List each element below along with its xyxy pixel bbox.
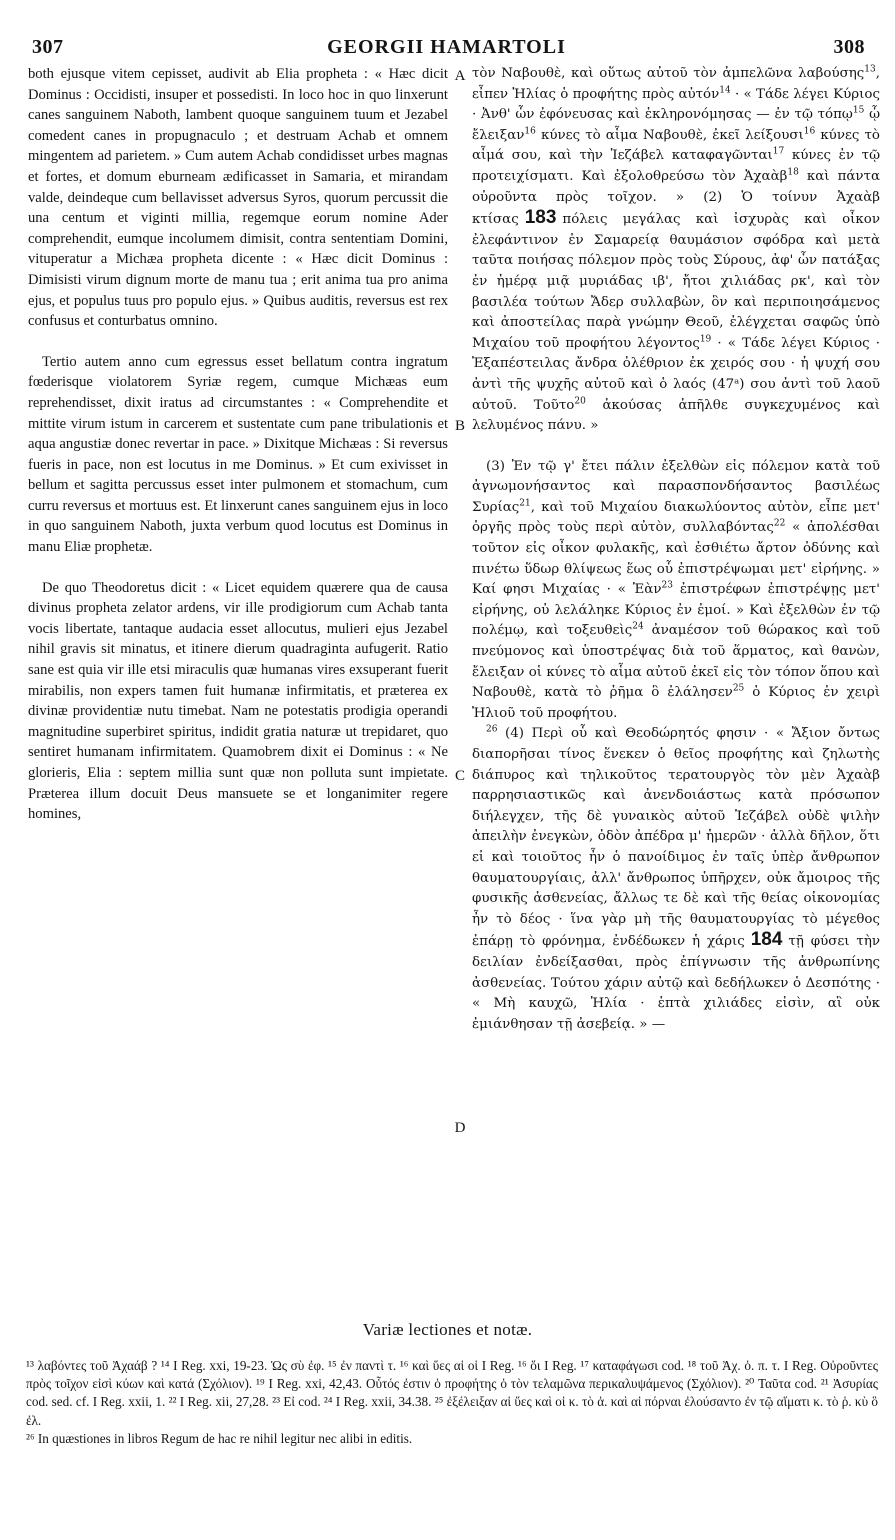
note-ref: 16 — [803, 126, 816, 137]
footnote-line: ²⁶ In quæstiones in libros Regum de hac re nihil legitur nec alibi in editis. — [26, 1430, 413, 1446]
greek-text: κύνες τὸ αἷμά σου, καὶ τὴν Ἰεζάβελ καταφαγῶνται — [472, 127, 880, 164]
greek-text: · « Τάδε λέγει Κύριος · Ἐξαπέστειλας ἄνδρα ὀλέθριον ἐκ χειρός σου · ἡ ψυχή σου ἀντὶ τῆς ψυχῆς αὐτοῦ καὶ ὁ λαός (47ᵃ) σου ἀντὶ τοῦ λαοῦ αὐτοῦ. Τοῦτο — [472, 335, 880, 413]
greek-text: ἐπιστρέφων ἐπιστρέψῃς μετ' εἰρήνης, οὐ λελάληκε Κύριος ἐν ἐμοί. » Καὶ ἐξελθὼν ἐν τῷ πολέμῳ, καὶ τοξευθεὶς — [472, 582, 880, 639]
greek-text: , εἶπεν Ἠλίας ὁ προφήτης πρὸς αὐτόν — [472, 66, 880, 102]
greek-paragraph-1 — [472, 64, 880, 437]
note-ref: 25 — [732, 683, 745, 694]
footnote-line: ¹³ λαβόντες τοῦ Ἀχαάβ ? ¹⁴ I Reg. xxi, 19-23. Ὡς σὺ ἐφ. ¹⁵ ἐν παντὶ τ. ¹⁶ καὶ ὕες αἱ οἱ I Reg. ¹⁶ ὅι I Reg. ¹⁷ καταφάγωσι cod. ¹⁸ τοῦ Ἀχ. ὁ. π. τ. I Reg. Οὐροῦντες πρὸς τοῖχον εἰσὶ κύων καὶ κατά (Σχόλιον). ¹⁹ I Reg. xxi, 42,43. Οὗτός ἐστιν ὁ προφήτης ὁ τὸν τελαμῶνα περικαλυψάμενος (Σχόλιον). ²⁰ Ταῦτα cod. ²¹ Ἀσυρίας cod. sed. cf. I Reg. xxii, 1. ²² I Reg. xii, 27,28. ²³ Εἰ cod. ²⁴ I Reg. xxii, 34.38. ²⁵ ἐξέλειξαν αἱ ὕες καὶ οἱ κ. τὸ ἁ. καὶ αἱ πόρναι ἐλούσαντο ἐν τῷ αἵματι κ. τὸ ῥ. κὺ ὃ ἐλ. — [26, 1358, 878, 1428]
latin-paragraph-3: De quo Theodoretus dicit : « Licet equidem quærere qua de causa divinus propheta zelator ardens, vir ille prodigiorum cum Achab tanta vocis libertate, tantaque audacia esset allocutus, mulieri ejus Jezabel nihil gravis sit minatus, et itinere dierum quadraginta aufugerit. Ratio sane est quia vir ille etsi miraculis quæ humanas vires exsuperant fuerit mirabilis, non expers tamen fuit humanæ infirmitatis, et præterea ex divinæ providentiæ nutu timebat. Nam ne potestatis prodigia operandi magnitudine superbiret spiritus, indidit gratia naturæ ut trepidaret, quo sentiret humanam infirmitatem. Quamobrem dixit ei Dominus : « Ne glorieris, Elia : septem millia sunt quæ non polluta sunt impietate. Præterea illum docuit Deus mansuete se et longanimiter regere homines, — [28, 579, 448, 823]
greek-column — [472, 64, 880, 1035]
note-ref: 21 — [519, 498, 531, 509]
note-ref: 19 — [699, 334, 712, 345]
greek-text: ἀκούσας ἀπῆλθε συγκεχυμένος καὶ λελυμένος πάνυ. » — [472, 397, 880, 434]
marginal-page-number: 184 — [750, 929, 783, 951]
greek-text: « ἀπολέσθαι τοῦτον εἰς οἶκον φυλακῆς, καὶ ἐσθιέτω ἄρτον ὀδύνης καὶ πινέτω ὕδωρ θλίψεως ἕως οὗ ἐπιστρέψωμαι μετ' εἰρήνης. » Καί φησι Μιχαίας · « Ἐὰν — [472, 520, 880, 598]
margin-letter-c: C — [454, 768, 465, 784]
margin-letter-a: A — [454, 68, 466, 84]
greek-text: τὸν Ναβουθὲ, καὶ οὕτως αὐτοῦ τὸν ἀμπελῶνα λαβούσης — [472, 66, 865, 81]
greek-text: · « Τάδε λέγει Κύριος · Ἀνθ' ὧν ἐφόνευσας καὶ ἐκληρονόμησας — ἐν τῷ τόπῳ — [472, 86, 880, 123]
greek-text: τῇ φύσει τὴν δειλίαν ἐνδείξασθαι, πρὸς ἐπίγνωσιν τῆς ἀνθρωπίνης ἀσθενείας. Τούτου χάριν αὐτῷ καὶ δεδήλωκεν ὁ Δεσπότης · « Μὴ καυχῶ, Ἠλία · ἑπτὰ χιλιάδες εἰσὶν, αἳ οὐκ ἐμιάνθησαν τῇ ἀσεβείᾳ. » — — [472, 934, 880, 1032]
greek-text: ᾧ ἔλειξαν — [472, 107, 880, 143]
greek-text: , καὶ τοῦ Μιχαίου διακωλύοντος αὐτὸν, εἶπε μετ' ὀργῆς πρὸς τοὺς περὶ αὐτὸν, συλλαβόντας — [472, 499, 880, 536]
running-title: GEORGII HAMARTOLI — [327, 36, 566, 58]
greek-text: καὶ πάντα οὐροῦντα πρὸς τοῖχον. » (2) Ὁ τοίνυν Ἀχαὰβ κτίσας — [472, 168, 880, 228]
page-number-right: 308 — [833, 36, 865, 58]
note-ref: 23 — [661, 580, 673, 591]
note-ref: 16 — [524, 126, 536, 137]
note-ref: 22 — [773, 519, 786, 529]
running-head — [20, 36, 873, 62]
note-ref: 13 — [864, 64, 876, 75]
greek-text: κύνες τὸ αἷμα Ναβουθὲ, ἐκεῖ λείξουσι — [535, 127, 804, 143]
note-ref: 20 — [574, 396, 586, 407]
note-ref: 18 — [787, 167, 799, 178]
margin-letter-b: B — [454, 418, 465, 434]
notes-title: Variæ lectiones et notæ. — [362, 1320, 533, 1339]
marginal-page-number: 183 — [524, 207, 557, 229]
note-ref: 24 — [632, 621, 644, 632]
greek-text: κύνες ἐν τῷ προτειχίσματι. Καὶ ἐξολοθρεύσω τὸν Ἀχαὰβ — [472, 148, 881, 184]
margin-letter-d: D — [454, 1120, 466, 1136]
note-ref: 17 — [772, 146, 785, 157]
note-ref: 15 — [852, 105, 865, 116]
greek-text: ἀναμέσον τοῦ θώρακος καὶ τοῦ πνεύμονος καὶ ὑποστρέψας διὰ τοῦ ἅρματος, καὶ θανὼν, ἔλειξαν οἱ κύνες τὸ αἷμα αὐτοῦ ἐκεῖ εἰς τὸν τόπον ὅπου καὶ Ναβουθὲ, κατὰ τὸ ῥῆμα ὃ ἐλάλησεν — [472, 623, 880, 701]
note-ref: 14 — [719, 85, 731, 96]
greek-text: (4) Περὶ οὗ καὶ Θεοδώρητός φησιν · « Ἄξιον ὄντως διαπορῆσαι τίνος ἕνεκεν ὁ θεῖος προφήτης καὶ ζηλωτὴς διάπυρος καὶ τηλικοῦτος τερατουργὸς τὸν μὲν Ἀχαὰβ παρρησιαστικῶς καὶ ἀνενδοιάστως κατὰ πρόσωπον διήλεγχεν, τῆς δὲ γυναικὸς αὐτοῦ Ἰεζάβελ οὐδὲ ψιλὴν ἀπειλὴν ἐνεγκὼν, ὁδὸν ἀπέδρα μ' ἡμερῶν · ἀλλὰ δῆλον, ὅτι εἰ καὶ τοιοῦτος ἦν ὁ πανοίδιμος ἐν ταῖς ὑπὲρ ἄνθρωπον θαυματουργίαις, ἀλλ' ἄνθρωπος ὑπῆρχεν, οὐκ ἄμοιρος τῆς φυσικῆς ἀσθενείας, ἄλλως τε δὲ καὶ τῆς θείας οἰκονομίας ἦν τὸ δέος · ἵνα γὰρ μὴ τῆς θαυματουργίας τὸ μέγεθος ἐπάρῃ τὸ φρόνημα, ἐνδέδωκεν ἡ χάρις — [472, 726, 880, 950]
latin-column — [28, 64, 448, 825]
greek-text: (3) Ἐν τῷ γ' ἔτει πάλιν ἐξελθὼν εἰς πόλεμον κατὰ τοῦ ἀγνωμονήσαντος καὶ παρασπονδήσαντος βασιλέως Συρίας — [472, 458, 880, 515]
footnotes — [26, 1357, 878, 1448]
greek-text: ὁ Κύριος ἐν χειρὶ Ἠλιοῦ τοῦ προφήτου. — [472, 685, 881, 721]
greek-paragraph-2 — [472, 457, 880, 725]
greek-paragraph-3 — [472, 724, 880, 1035]
latin-paragraph-1: both ejusque vitem cepisset, audivit ab Elia propheta : « Hæc dicit Dominus : Occidisti, insuper et possedisti. In loco hoc in quo linxerunt canes sanguinem Naboth, lambent quoque sanguinem tuum et Jezabel comedent canes in propugnaculo ; et destruam Achab et omnem mingentem ad parietem. » Cum autem Achab condidisset urbes magnas et fortes, et domum eburneam ædificasset in Samaria, et mirandam valde, deindeque cum bellavisset adversus Syros, quorum percussit die una centum et viginti millia, regemque eorum nomine Ader comprehendit, eumque incolumem dimisit, contra sententiam Domini, vituperatur a Michæa propheta dicente : « Hæc dicit Dominus : Dimisisti virum dignum morte de manu tua ; erit anima tua pro anima ejus, et populus tuus pro populo ejus. » Quibus auditis, reversus est rex confusus et conturbatus omnino. — [28, 66, 448, 330]
page-number-left: 307 — [32, 36, 64, 58]
latin-paragraph-2: Tertio autem anno cum egressus esset bellatum contra ingratum fœderisque violatorem Syriæ regem, cumque Michæas eum reprehendisset, dixit iratus ad circumstantes : « Comprehendite et mittite virum istum in carcerem et sustentate cum pane tribulationis et aqua angustiæ donec revertar in pace. » Dixitque Michæas : Si reversus fueris in pace, non est locutus in me Dominus. » Et cum exivisset in bellum et sagitta percussus esset inter pulmonem et stomachum, cum curru reversus et mortuus est. Et linxerunt canes sanguinem ejus in loco in quo sanguinem Naboth, juxta verbum quod locutus est Dominus in manu Eliæ prophetæ. — [28, 353, 448, 556]
note-ref: 26 — [486, 724, 498, 735]
greek-text: πόλεις μεγάλας καὶ ἰσχυρὰς καὶ οἶκον ἐλεφάντινον ἐν Σαμαρείᾳ θαυμάσιον σφόδρα καὶ μετὰ ταῦτα ποιήσας πόλεμον πρὸς τοὺς Σύρους, ἀφ' ὧν πατάξας ἐν ἡμέρᾳ μιᾷ μυριάδας ιβ', ἤτοι χιλιάδας ρκ', καὶ τὸν βασιλέα τούτων Ἄδερ συλλαβὼν, ὃν καὶ περιποιησάμενος καὶ ἀποστείλας παρὰ γνώμην Θεοῦ, ἐλέγχεται σαφῶς ὑπὸ Μιχαίου τοῦ προφήτου λέγοντος — [472, 212, 880, 351]
